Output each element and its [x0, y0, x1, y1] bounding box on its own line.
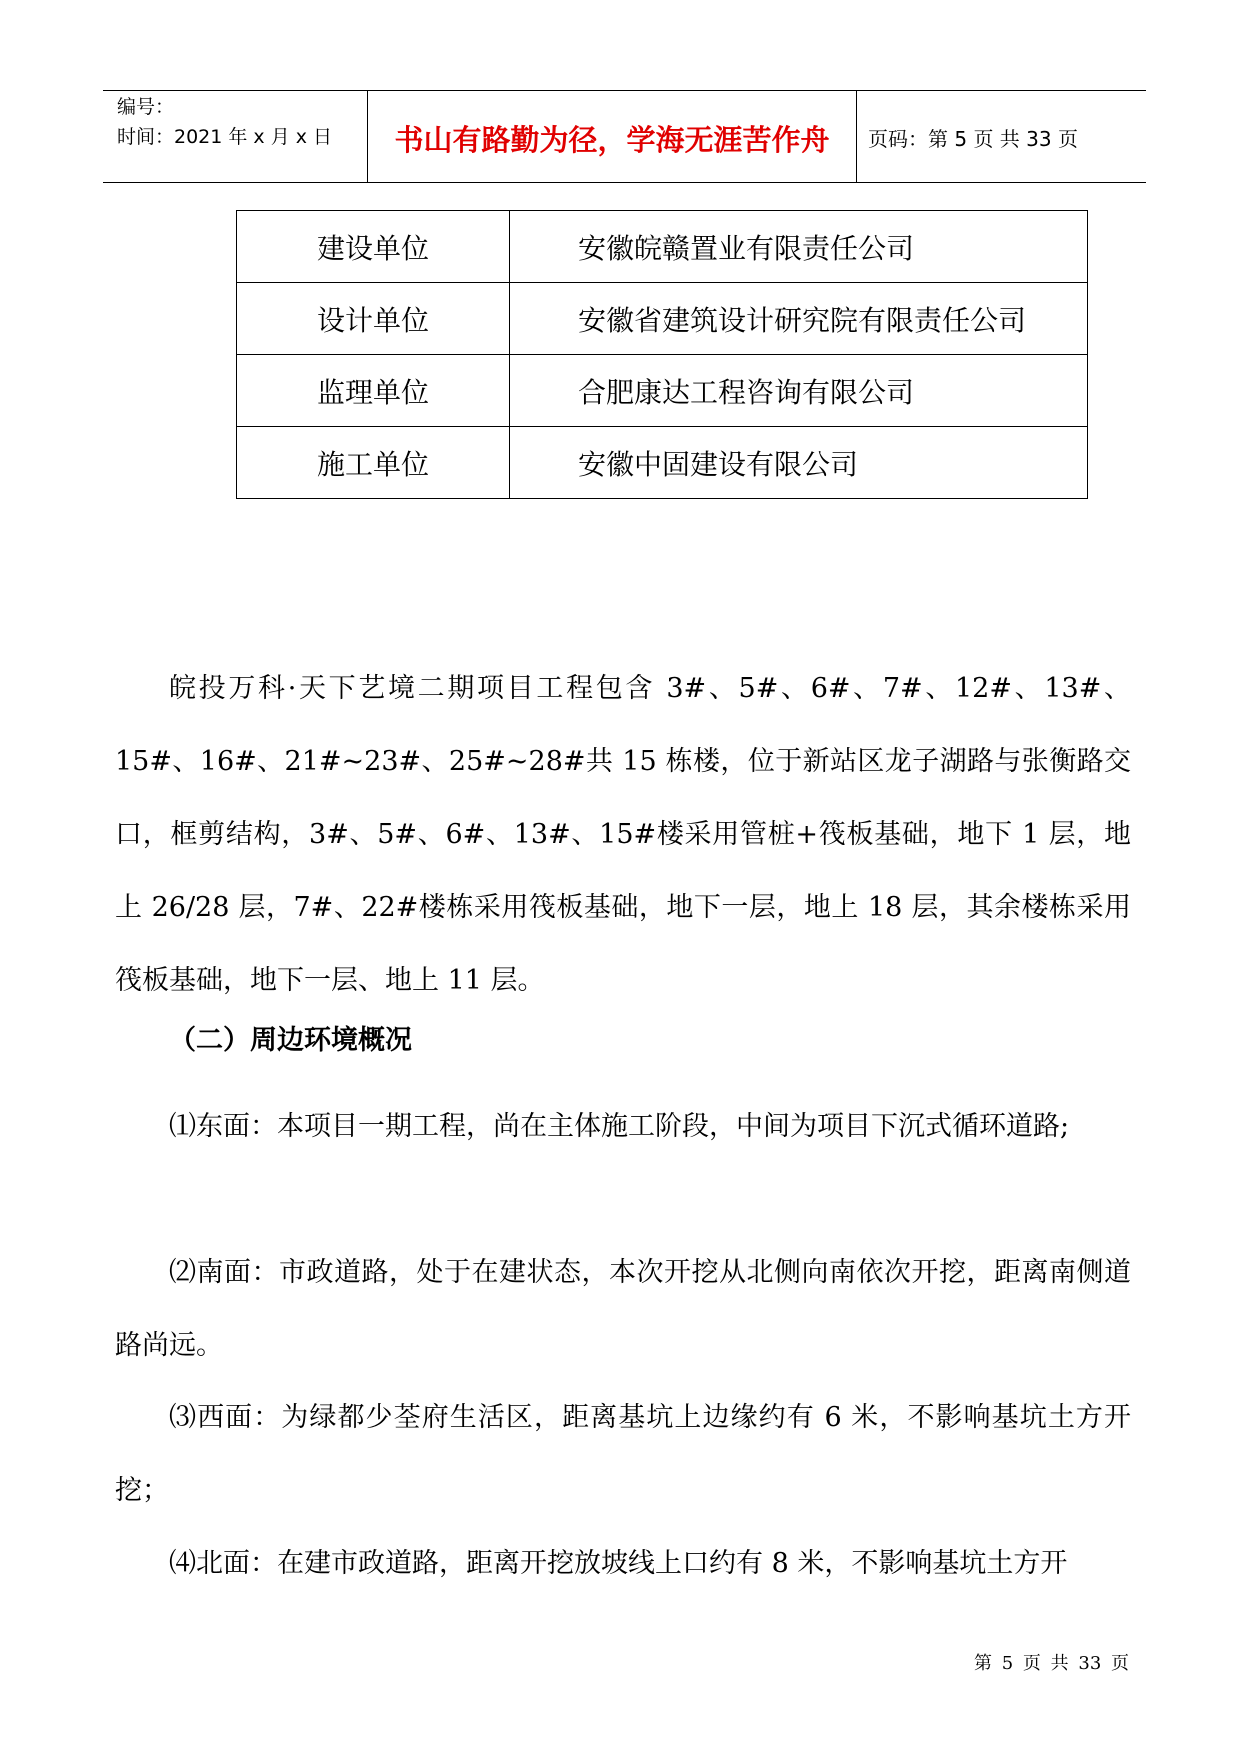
- project-parties-table: [236, 210, 1088, 499]
- environment-item-north: ⑷北面：在建市政道路，距离开挖放坡线上口约有 8 米，不影响基坑土方开: [169, 1548, 1068, 1579]
- project-overview-paragraph: 皖投万科·天下艺境二期项目工程包含 3#、5#、6#、7#、12#、13#、15#、16#、21#~23#、25#~28#共 15 栋楼，位于新站区龙子湖路与张衡路交口，框剪结构，3#、5#、6#、13#、15#楼采用管桩+筏板基础，地下 1 层，地上 26/28 层，7#、22#楼栋采用筏板基础，地下一层，地上 18 层，其余楼栋采用筏板基础，地下一层、地上 11 层。: [115, 673, 1132, 996]
- environment-item-east: ⑴东面：本项目一期工程，尚在主体施工阶段，中间为项目下沉式循环道路;: [169, 1111, 1070, 1142]
- header-meta: [117, 92, 332, 152]
- header-motto: 书山有路勤为径，学海无涯苦作舟: [394, 123, 830, 157]
- section-heading: （二）周边环境概况: [169, 1025, 412, 1056]
- table-cell-value: 安徽中固建设有限公司: [510, 427, 1088, 499]
- header-top-rule: [103, 90, 1146, 91]
- page-footer: 第 5 页 共 33 页: [974, 1653, 1129, 1674]
- header-number-label: 编号：: [117, 96, 175, 118]
- table-cell-value: 合肥康达工程咨询有限公司: [510, 355, 1088, 427]
- table-cell-value: 安徽省建筑设计研究院有限责任公司: [510, 283, 1088, 355]
- header-bottom-rule: [103, 182, 1146, 183]
- table-cell-key: 设计单位: [237, 283, 510, 355]
- table-row: [237, 427, 1088, 499]
- table-row: [237, 211, 1088, 283]
- environment-item-west: ⑶西面：为绿都少荃府生活区，距离基坑上边缘约有 6 米，不影响基坑土方开挖；: [115, 1402, 1131, 1506]
- table-cell-key: 建设单位: [237, 211, 510, 283]
- table-cell-key: 监理单位: [237, 355, 510, 427]
- table-cell-value: 安徽皖赣置业有限责任公司: [510, 211, 1088, 283]
- header-page-info: 页码：第 5 页 共 33 页: [868, 127, 1078, 151]
- table-cell-key: 施工单位: [237, 427, 510, 499]
- table-row: [237, 283, 1088, 355]
- table-row: [237, 355, 1088, 427]
- header-divider-right: [856, 90, 857, 182]
- environment-item-south: ⑵南面：市政道路，处于在建状态，本次开挖从北侧向南依次开挖，距离南侧道路尚远。: [115, 1257, 1131, 1361]
- header-time-label: 时间：2021 年 x 月 x 日: [117, 126, 333, 148]
